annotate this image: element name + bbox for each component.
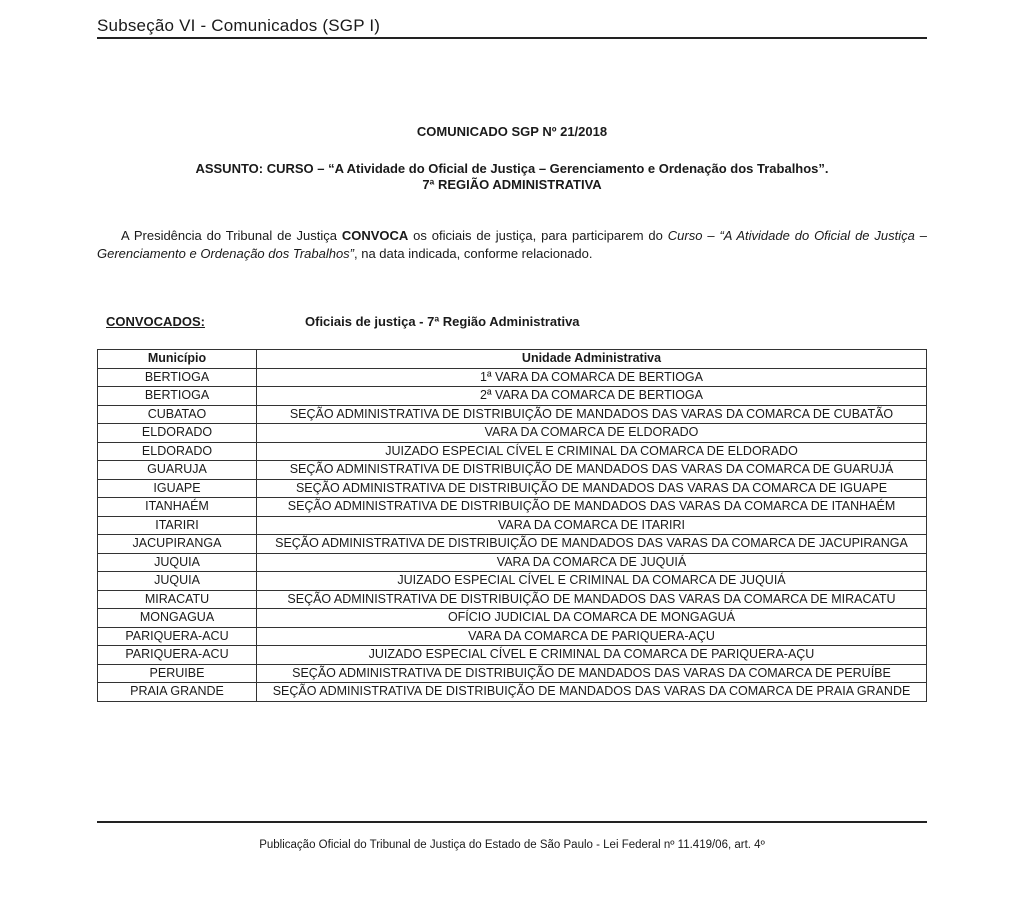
section-header: Subseção VI - Comunicados (SGP I)	[97, 16, 381, 35]
cell-municipio: GUARUJA	[98, 461, 257, 480]
table-row	[98, 442, 927, 461]
cell-municipio: PARIQUERA-ACU	[98, 646, 257, 665]
cell-unidade: JUIZADO ESPECIAL CÍVEL E CRIMINAL DA COMARCA DE JUQUIÁ	[257, 572, 927, 591]
footer-text: Publicação Oficial do Tribunal de Justiça do Estado de São Paulo - Lei Federal nº 11.419/06, art. 4º	[259, 839, 765, 851]
table-row	[98, 461, 927, 480]
cell-municipio: JUQUIA	[98, 553, 257, 572]
header-municipio: Município	[98, 350, 257, 369]
cell-unidade: SEÇÃO ADMINISTRATIVA DE DISTRIBUIÇÃO DE MANDADOS DAS VARAS DA COMARCA DE JACUPIRANGA	[257, 535, 927, 554]
convocados-label: CONVOCADOS:	[106, 314, 205, 329]
table-row	[98, 368, 927, 387]
table-row	[98, 664, 927, 683]
cell-unidade: SEÇÃO ADMINISTRATIVA DE DISTRIBUIÇÃO DE MANDADOS DAS VARAS DA COMARCA DE CUBATÃO	[257, 405, 927, 424]
cell-unidade: JUIZADO ESPECIAL CÍVEL E CRIMINAL DA COMARCA DE PARIQUERA-AÇU	[257, 646, 927, 665]
cell-unidade: SEÇÃO ADMINISTRATIVA DE DISTRIBUIÇÃO DE MANDADOS DAS VARAS DA COMARCA DE PERUÍBE	[257, 664, 927, 683]
body-text-part: A Presidência do Tribunal de Justiça	[121, 228, 342, 243]
cell-municipio: JUQUIA	[98, 572, 257, 591]
cell-unidade: SEÇÃO ADMINISTRATIVA DE DISTRIBUIÇÃO DE MANDADOS DAS VARAS DA COMARCA DE MIRACATU	[257, 590, 927, 609]
cell-unidade: VARA DA COMARCA DE PARIQUERA-AÇU	[257, 627, 927, 646]
cell-unidade: VARA DA COMARCA DE ITARIRI	[257, 516, 927, 535]
cell-unidade: SEÇÃO ADMINISTRATIVA DE DISTRIBUIÇÃO DE MANDADOS DAS VARAS DA COMARCA DE GUARUJÁ	[257, 461, 927, 480]
cell-unidade: VARA DA COMARCA DE JUQUIÁ	[257, 553, 927, 572]
cell-municipio: JACUPIRANGA	[98, 535, 257, 554]
cell-unidade: VARA DA COMARCA DE ELDORADO	[257, 424, 927, 443]
body-bold-convoca: CONVOCA	[341, 228, 409, 243]
cell-municipio: PERUIBE	[98, 664, 257, 683]
header-unidade: Unidade Administrativa	[257, 350, 927, 369]
convocados-value: Oficiais de justiça - 7ª Região Administrativa	[305, 314, 580, 329]
cell-municipio: IGUAPE	[98, 479, 257, 498]
table-row	[98, 609, 927, 628]
document-title: COMUNICADO SGP Nº 21/2018	[416, 124, 608, 139]
table-row	[98, 683, 927, 702]
footer-divider	[97, 821, 927, 823]
cell-unidade: 1ª VARA DA COMARCA DE BERTIOGA	[257, 368, 927, 387]
table-row	[98, 405, 927, 424]
table-row	[98, 516, 927, 535]
subject-line: ASSUNTO: CURSO – “A Atividade do Oficial de Justiça – Gerenciamento e Ordenação dos Trabalhos”.	[195, 161, 829, 176]
cell-municipio: ELDORADO	[98, 424, 257, 443]
header-divider	[97, 37, 927, 39]
cell-unidade: SEÇÃO ADMINISTRATIVA DE DISTRIBUIÇÃO DE MANDADOS DAS VARAS DA COMARCA DE ITANHAÉM	[257, 498, 927, 517]
document-subject	[97, 161, 927, 193]
body-text-part: , na data indicada, conforme relacionado.	[354, 246, 593, 261]
table-row	[98, 627, 927, 646]
table-row	[98, 424, 927, 443]
cell-municipio: BERTIOGA	[98, 368, 257, 387]
body-text-part: os oficiais de justiça, para participarem do	[408, 228, 668, 243]
body-italic-course: Curso – “A Atividade do Oficial de Justiça – Gerenciamento e Ordenação dos Trabalhos”	[97, 228, 927, 261]
cell-municipio: BERTIOGA	[98, 387, 257, 406]
table-header-row	[98, 350, 927, 369]
table-row	[98, 498, 927, 517]
subject-region: 7ª REGIÃO ADMINISTRATIVA	[422, 177, 602, 192]
table-row	[98, 535, 927, 554]
cell-municipio: ITARIRI	[98, 516, 257, 535]
cell-municipio: PRAIA GRANDE	[98, 683, 257, 702]
body-paragraph	[97, 227, 927, 263]
cell-municipio: ELDORADO	[98, 442, 257, 461]
units-table-body	[98, 368, 927, 701]
cell-municipio: MIRACATU	[98, 590, 257, 609]
cell-unidade: SEÇÃO ADMINISTRATIVA DE DISTRIBUIÇÃO DE MANDADOS DAS VARAS DA COMARCA DE PRAIA GRANDE	[257, 683, 927, 702]
cell-unidade: OFÍCIO JUDICIAL DA COMARCA DE MONGAGUÁ	[257, 609, 927, 628]
table-row	[98, 553, 927, 572]
cell-unidade: JUIZADO ESPECIAL CÍVEL E CRIMINAL DA COMARCA DE ELDORADO	[257, 442, 927, 461]
cell-unidade: 2ª VARA DA COMARCA DE BERTIOGA	[257, 387, 927, 406]
table-row	[98, 590, 927, 609]
cell-municipio: CUBATAO	[98, 405, 257, 424]
units-table	[97, 349, 927, 702]
cell-unidade: SEÇÃO ADMINISTRATIVA DE DISTRIBUIÇÃO DE MANDADOS DAS VARAS DA COMARCA DE IGUAPE	[257, 479, 927, 498]
table-row	[98, 572, 927, 591]
table-row	[98, 387, 927, 406]
table-row	[98, 479, 927, 498]
cell-municipio: ITANHAÉM	[98, 498, 257, 517]
cell-municipio: PARIQUERA-ACU	[98, 627, 257, 646]
table-row	[98, 646, 927, 665]
cell-municipio: MONGAGUA	[98, 609, 257, 628]
